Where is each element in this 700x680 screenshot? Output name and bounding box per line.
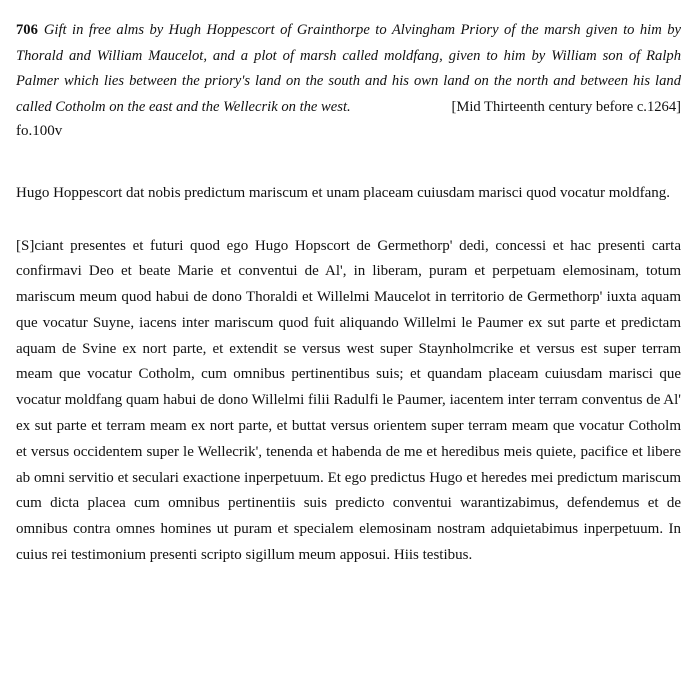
entry-number: 706: [16, 22, 38, 38]
folio-reference: fo.100v: [16, 123, 63, 139]
entry-date: [Mid Thirteenth century before c.1264]: [451, 98, 681, 115]
charter-entry: [16, 18, 681, 569]
entry-heading-text: Gift in free alms by Hugh Hoppescort of Grainthorpe to Alvingham Priory of the marsh given to him by Thorald and William Maucelot, and a plot of marsh called moldfang, given to him by William son of Ralph Palmer which lies between the priory's land on the south and his own land on the north and between his land called Cotholm on the east and the Wellecrik on the west.: [16, 22, 681, 115]
charter-text: [S]ciant presentes et futuri quod ego Hugo Hopscort de Germethorp' dedi, concessi et hac presenti carta confirmavi Deo et beate Marie et conventui de Al', in liberam, puram et perpetuam elemosinam, totum mariscum meum quod habui de dono Thoraldi et Willelmi Maucelot in territorio de Germethorp' iuxta aquam que vocatur Suyne, iacens inter mariscum quod fuit aliquando Willelmi le Paumer ex sut parte et predictam aquam de Svine ex nort parte, et extendit se versus west super Staynholmcrike et versus est super terram meam que vocatur Cotholm, cum omnibus pertinentibus suis; et quandam placeam cuiusdam marisci que vocatur moldfang quam habui de dono Willelmi filii Radulfi le Paumer, iacentem inter terram conventus de Al' ex sut parte et terram meam ex nort parte, et buttat versus orientem super terram meam que vocatur Cotholm et versus occidentem super le Wellecrik', tenenda et habenda de me et heredibus meis quiete, pacifice et libere ab omni servitio et seculari exactione inperpetuum. Et ego predictus Hugo et heredes mei predictum mariscum cum dicta placea cum omnibus pertinentiis suis predicto conventui warantizabimus, defendemus et de omnibus contra omnes homines ut puram et specialem elemosinam nostram adquietabimus inperpetuum. In cuius rei testimonium presenti scripto sigillum meum apposui. Hiis testibus.: [16, 237, 681, 564]
entry-heading: [16, 18, 681, 120]
latin-summary: Hugo Hoppescort dat nobis predictum mariscum et unam placeam cuiusdam marisci quod vocatur moldfang.: [16, 185, 670, 201]
